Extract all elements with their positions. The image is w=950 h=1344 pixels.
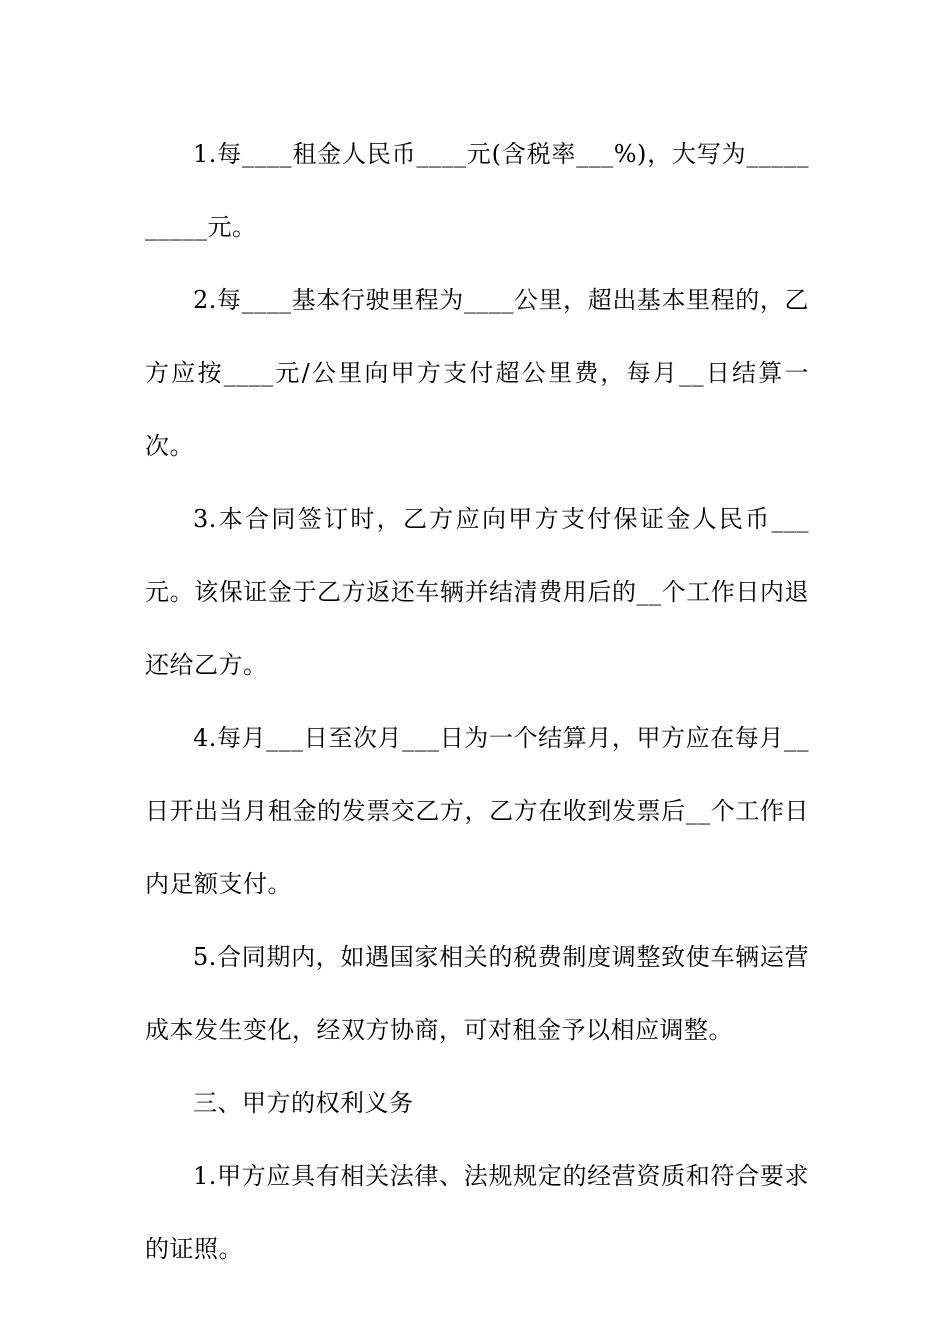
paragraph-rent-amount: 1.每____租金人民币____元(含税率___%)，大写为__________元。: [145, 140, 809, 241]
paragraph-mileage: 2.每____基本行驶里程为____公里，超出基本里程的，乙方应按____元/公里向甲方支付超公里费，每月__日结算一次。: [145, 286, 809, 460]
document-body: [145, 118, 809, 1286]
paragraph-party-a-qualification: 1.甲方应具有相关法律、法规规定的经营资质和符合要求的证照。: [145, 1162, 809, 1263]
paragraph-rent-adjustment: 5.合同期内，如遇国家相关的税费制度调整致使车辆运营成本发生变化，经双方协商，可对租金予以相应调整。: [145, 943, 809, 1044]
paragraph-deposit: 3.本合同签订时，乙方应向甲方支付保证金人民币___元。该保证金于乙方返还车辆并结清费用后的__个工作日内退还给乙方。: [145, 505, 809, 679]
paragraph-settlement-month: 4.每月___日至次月___日为一个结算月，甲方应在每月__日开出当月租金的发票交乙方，乙方在收到发票后__个工作日内足额支付。: [145, 724, 809, 898]
section-heading-party-a-rights: 三、甲方的权利义务: [193, 1089, 414, 1117]
